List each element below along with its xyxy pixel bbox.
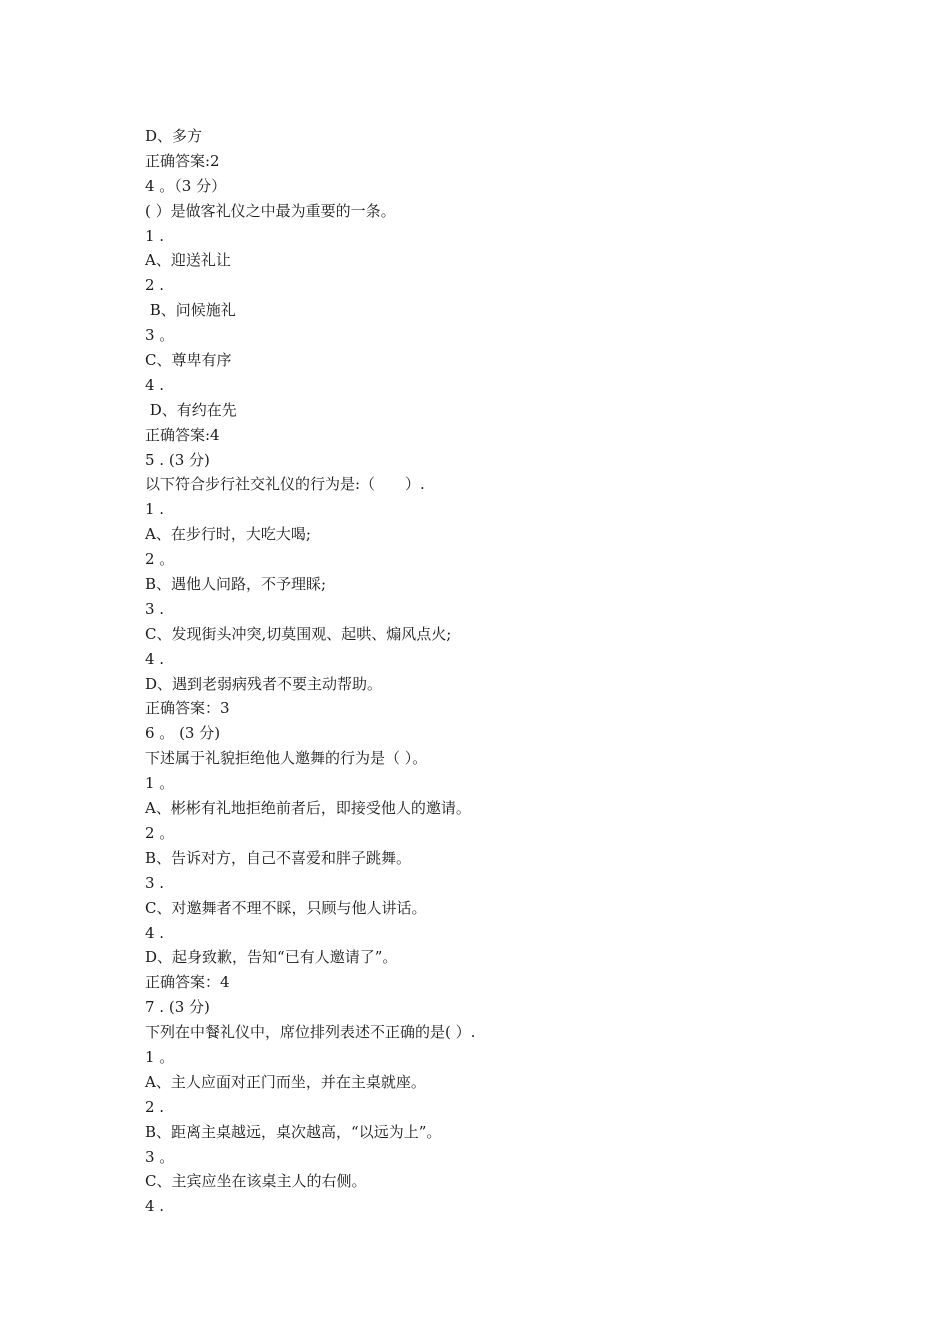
option-line: C、对邀舞者不理不睬，只顾与他人讲话。 bbox=[145, 898, 427, 917]
option-line: C、发现街头冲突,切莫围观、起哄、煽风点火; bbox=[145, 624, 452, 643]
question-text: 下述属于礼貌拒绝他人邀舞的行为是（ ）。 bbox=[145, 749, 428, 768]
option-line: A、主人应面对正门而坐，并在主桌就座。 bbox=[145, 1072, 426, 1091]
question-header: 4 。（3 分） bbox=[145, 176, 227, 195]
option-line: A、迎送礼让 bbox=[145, 251, 231, 270]
answer-line: 正确答案:4 bbox=[145, 425, 220, 444]
option-number: 3 . bbox=[145, 873, 165, 892]
option-line: D、多方 bbox=[145, 127, 203, 145]
option-line: B、问候施礼 bbox=[145, 301, 236, 320]
option-number: 4 . bbox=[145, 923, 165, 942]
option-number: 2 。 bbox=[145, 823, 175, 842]
answer-line: 正确答案：4 bbox=[145, 973, 230, 992]
option-number: 3 。 bbox=[145, 1147, 175, 1166]
question-header: 7 . (3 分) bbox=[145, 998, 210, 1017]
option-number: 4 . bbox=[145, 1197, 165, 1216]
document-content bbox=[145, 124, 845, 1219]
option-line: D、有约在先 bbox=[145, 400, 237, 419]
answer-line: 正确答案:2 bbox=[145, 151, 220, 170]
option-number: 2 。 bbox=[145, 550, 175, 569]
question-text: 下列在中餐礼仪中，席位排列表述不正确的是( ）. bbox=[145, 1023, 476, 1042]
option-line: A、彬彬有礼地拒绝前者后，即接受他人的邀请。 bbox=[145, 799, 471, 818]
option-number: 2 . bbox=[145, 276, 165, 295]
option-line: D、遇到老弱病残者不要主动帮助。 bbox=[145, 674, 383, 693]
answer-line: 正确答案：3 bbox=[145, 699, 230, 718]
option-line: B、遇他人问路，不予理睬; bbox=[145, 575, 327, 594]
question-header: 6 。 (3 分) bbox=[145, 724, 221, 743]
option-line: C、主宾应坐在该桌主人的右侧。 bbox=[145, 1172, 367, 1191]
option-number: 1 . bbox=[145, 500, 165, 519]
option-number: 1 。 bbox=[145, 774, 175, 793]
option-line: B、告诉对方，自己不喜爱和胖子跳舞。 bbox=[145, 848, 412, 867]
option-number: 1 . bbox=[145, 226, 165, 245]
option-line: C、尊卑有序 bbox=[145, 351, 232, 370]
question-header: 5 . (3 分) bbox=[145, 450, 210, 469]
option-number: 3 . bbox=[145, 599, 165, 618]
question-text: ( ）是做客礼仪之中最为重要的一条。 bbox=[145, 201, 396, 220]
option-line: A、在步行时，大吃大喝; bbox=[145, 525, 311, 544]
question-text: 以下符合步行社交礼仪的行为是:（ ）. bbox=[145, 475, 425, 494]
option-number: 4 . bbox=[145, 375, 165, 394]
option-number: 3 。 bbox=[145, 326, 175, 345]
option-number: 2 . bbox=[145, 1097, 165, 1116]
option-number: 1 。 bbox=[145, 1047, 175, 1066]
option-number: 4 . bbox=[145, 649, 165, 668]
option-line: D、起身致歉，告知“已有人邀请了”。 bbox=[145, 948, 398, 967]
option-line: B、距离主桌越远，桌次越高，“以远为上”。 bbox=[145, 1122, 442, 1141]
